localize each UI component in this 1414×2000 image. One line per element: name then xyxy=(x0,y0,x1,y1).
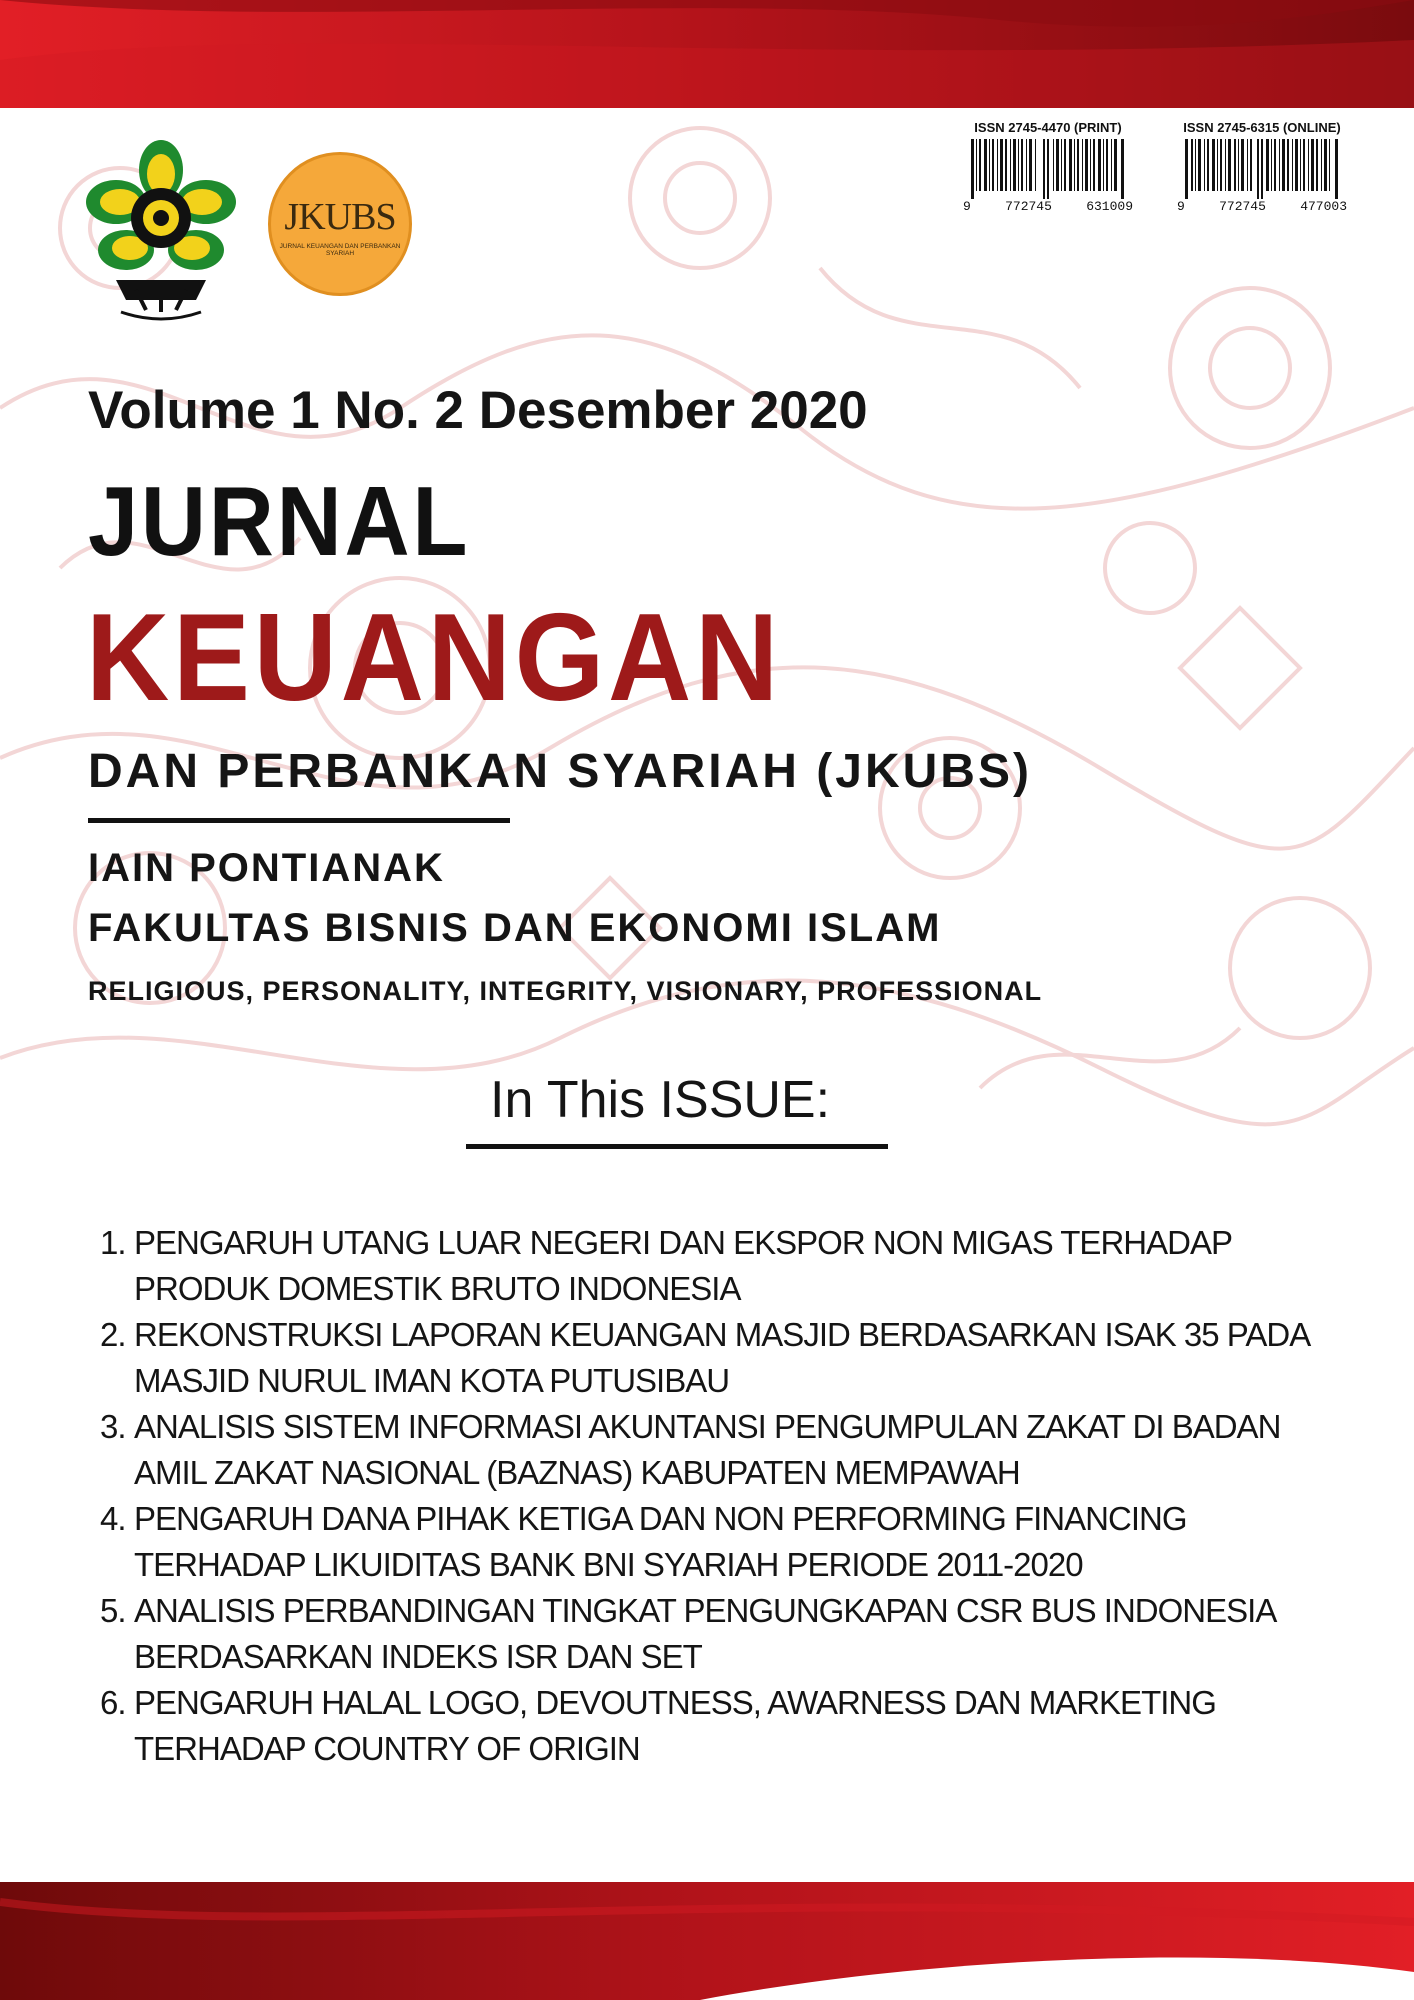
article-title: ANALISIS SISTEM INFORMASI AKUNTANSI PENGUMPULAN ZAKAT DI BADAN AMIL ZAKAT NASIONAL (BAZNAS) KABUPATEN MEMPAWAH xyxy=(134,1408,1281,1491)
list-item: 4. PENGARUH DANA PIHAK KETIGA DAN NON PERFORMING FINANCING TERHADAP LIKUIDITAS BANK BNI SYARIAH PERIODE 2011-2020 xyxy=(100,1496,1340,1588)
barcode-online xyxy=(1177,139,1347,199)
issn-print-block xyxy=(958,120,1138,214)
barcode-print xyxy=(963,139,1133,199)
article-title: PENGARUH HALAL LOGO, DEVOUTNESS, AWARNESS DAN MARKETING TERHADAP COUNTRY OF ORIGIN xyxy=(134,1684,1216,1767)
faculty-name: FAKULTAS BISNIS DAN EKONOMI ISLAM xyxy=(88,906,942,950)
issue-heading: In This ISSUE: xyxy=(490,1071,831,1129)
article-title: PENGARUH DANA PIHAK KETIGA DAN NON PERFORMING FINANCING TERHADAP LIKUIDITAS BANK BNI SYARIAH PERIODE 2011-2020 xyxy=(134,1500,1187,1583)
issn-online-block xyxy=(1172,120,1352,214)
article-list xyxy=(100,1220,1340,1772)
issn-print-label: ISSN 2745-4470 (PRINT) xyxy=(974,120,1122,135)
motto: RELIGIOUS, PERSONALITY, INTEGRITY, VISIONARY, PROFESSIONAL xyxy=(88,976,1043,1006)
issue-heading-underline xyxy=(466,1144,888,1149)
volume-issue-line: Volume 1 No. 2 Desember 2020 xyxy=(88,381,868,440)
article-title: PENGARUH UTANG LUAR NEGERI DAN EKSPOR NON MIGAS TERHADAP PRODUK DOMESTIK BRUTO INDONESIA xyxy=(134,1224,1232,1307)
title-jurnal: JURNAL xyxy=(88,466,471,576)
barcode-online-digits: 9 772745 477003 xyxy=(1177,199,1347,214)
list-item: 5. ANALISIS PERBANDINGAN TINGKAT PENGUNGKAPAN CSR BUS INDONESIA BERDASARKAN INDEKS ISR DAN SET xyxy=(100,1588,1340,1680)
barcode-print-digits: 9 772745 631009 xyxy=(963,199,1133,214)
article-title: REKONSTRUKSI LAPORAN KEUANGAN MASJID BERDASARKAN ISAK 35 PADA MASJID NURUL IMAN KOTA PUTUSIBAU xyxy=(134,1316,1309,1399)
jkubs-logo-text: JKUBS xyxy=(284,196,396,238)
list-item: 1. PENGARUH UTANG LUAR NEGERI DAN EKSPOR NON MIGAS TERHADAP PRODUK DOMESTIK BRUTO INDONESIA xyxy=(100,1220,1340,1312)
title-subtitle: DAN PERBANKAN SYARIAH (JKUBS) xyxy=(88,745,1032,798)
divider xyxy=(88,818,510,823)
iain-pontianak-logo xyxy=(86,140,236,322)
list-item: 3. ANALISIS SISTEM INFORMASI AKUNTANSI PENGUMPULAN ZAKAT DI BADAN AMIL ZAKAT NASIONAL (BAZNAS) KABUPATEN MEMPAWAH xyxy=(100,1404,1340,1496)
list-item: 6. PENGARUH HALAL LOGO, DEVOUTNESS, AWARNESS DAN MARKETING TERHADAP COUNTRY OF ORIGIN xyxy=(100,1680,1340,1772)
list-item: 2. REKONSTRUKSI LAPORAN KEUANGAN MASJID BERDASARKAN ISAK 35 PADA MASJID NURUL IMAN KOTA PUTUSIBAU xyxy=(100,1312,1340,1404)
issn-online-label: ISSN 2745-6315 (ONLINE) xyxy=(1183,120,1341,135)
title-keuangan: KEUANGAN xyxy=(86,589,783,727)
jkubs-logo-subtext: JURNAL KEUANGAN DAN PERBANKAN SYARIAH xyxy=(279,243,401,257)
top-red-band xyxy=(0,0,1414,108)
institution-name: IAIN PONTIANAK xyxy=(88,846,445,890)
bottom-red-band xyxy=(0,1882,1414,2000)
article-title: ANALISIS PERBANDINGAN TINGKAT PENGUNGKAPAN CSR BUS INDONESIA BERDASARKAN INDEKS ISR DAN SET xyxy=(134,1592,1275,1675)
jkubs-logo xyxy=(268,152,412,296)
